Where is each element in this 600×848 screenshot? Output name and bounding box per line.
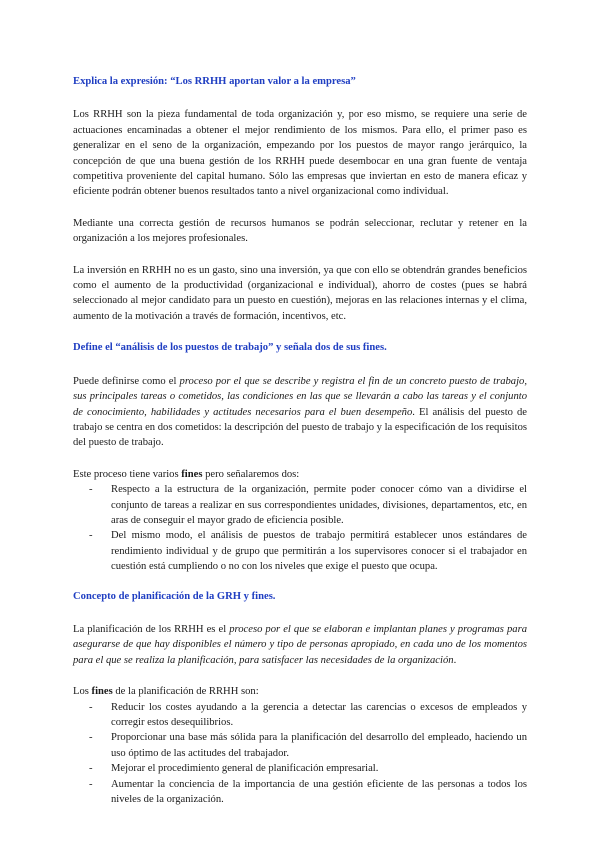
section2-p1-end: . El análisis del puesto de trabajo se centra en dos cometidos: la descripción del puesto de trabajo y la especificación de los requisitos del puesto de trabajo.	[73, 406, 527, 449]
section1-paragraph-2: Mediante una correcta gestión de recursos humanos se podrán seleccionar, reclutar y retener en la organización a los mejores profesionales.	[73, 217, 527, 245]
section2-heading: Define el “análisis de los puestos de trabajo” y señala dos de sus fines.	[73, 342, 387, 354]
section2-p2-start: Este proceso tiene varios	[73, 468, 182, 480]
list-item	[73, 730, 527, 761]
section2-paragraph-1	[73, 374, 527, 451]
list-item	[73, 528, 527, 574]
section3-p1-end: .	[453, 654, 457, 666]
dash-bullet: -	[89, 763, 93, 775]
section3-p2-end: de la planificación de RRHH son:	[112, 686, 259, 698]
list-item	[73, 761, 527, 776]
section2-p2-end: pero señalaremos dos:	[202, 468, 300, 480]
dash-bullet: -	[89, 701, 93, 713]
section3-p2-strong: fines	[91, 686, 113, 698]
section1-paragraph-1: Los RRHH son la pieza fundamental de toda organización y, por eso mismo, se requiere una serie de actuaciones encaminadas a obtener el mejor rendimiento de los mismos. Para ello, el primer paso es generalizar en el seno de la organización, empezando por los puestos de mayor rango jerárquico, la concepción de que una buena gestión de los RRHH puede desembocar en una gran fuente de ventaja competitiva proveniente del capital humano. Sólo las empresas que inviertan en esto de manera eficaz y eficiente podrán obtener buenos resultados tanto a nivel organizacional como individual.	[73, 109, 527, 198]
dash-bullet: -	[89, 778, 93, 790]
dash-bullet: -	[89, 484, 93, 496]
section3-p2-start: Los	[73, 686, 92, 698]
section1-heading: Explica la expresión: “Los RRHH aportan valor a la empresa”	[73, 76, 356, 87]
section2-p2-strong: fines	[181, 468, 203, 480]
list-item-text: Aumentar la conciencia de la importancia de una gestión eficiente de las personas a todos los niveles de la organización.	[111, 778, 527, 806]
list-item	[73, 482, 527, 528]
list-item	[73, 777, 527, 808]
list-item-text: Del mismo modo, el análisis de puestos de trabajo permitirá establecer unos estándares de rendimiento individual y de grupo que permitirán a los supervisores conocer si el trabajador en cuestión está cumpliendo o no con los niveles que exige el puesto que ocupa.	[111, 530, 527, 573]
section3-p1-start: La planificación de los RRHH es el	[73, 623, 230, 635]
list-item-text: Mejorar el procedimiento general de planificación empresarial.	[111, 763, 379, 775]
dash-bullet: -	[89, 530, 93, 542]
dash-bullet: -	[89, 732, 93, 744]
section3-definition: proceso por el que se elaboran e implantan planes y programas para asegurarse de que hay disponibles el número y tipo de personas apropiado, en cada uno de los momentos para el que se realiza la planificación, para satisfacer las necesidades de la organización	[73, 623, 527, 666]
section2-list	[73, 482, 527, 574]
section3-list	[73, 700, 527, 808]
list-item-text: Respecto a la estructura de la organización, permite poder conocer cómo van a dividirse el conjunto de tareas a realizar en sus correspondientes unidades, divisiones, departamentos, etc, en aras de conseguir el mayor grado de eficiencia posible.	[111, 484, 527, 526]
section1-paragraph-3: La inversión en RRHH no es un gasto, sino una inversión, ya que con ello se obtendrán grandes beneficios como el aumento de la productividad (organizacional e individual), ahorro de costes (pues se habrá seleccionado al mejor candidato para un puesto en cuestión), mejoras en las relaciones internas y el clima, aumento de la motivación a través de formación, incentivos, etc.	[73, 264, 527, 322]
list-item-text: Reducir los costes ayudando a la gerencia a detectar las carencias o excesos de empleados y corregir estos desequilibrios.	[111, 701, 527, 728]
section2-paragraph-2	[73, 467, 527, 482]
list-item-text: Proporcionar una base más sólida para la planificación del desarrollo del empleado, haciendo un uso óptimo de las actitudes del trabajador.	[111, 732, 527, 759]
section2-p1-start: Puede definirse como el	[73, 375, 180, 387]
section2-definition: proceso por el que se describe y registra el fin de un concreto puesto de trabajo, sus principales tareas o cometidos, las condiciones en las que se llevarán a cabo las tareas y el conjunto de conocimiento, habilidades y actitudes necesarios para el buen desempeño	[73, 375, 527, 418]
section3-heading: Concepto de planificación de la GRH y fines.	[73, 590, 276, 602]
section3-paragraph-2	[73, 684, 527, 699]
list-item	[73, 700, 527, 731]
section3-paragraph-1	[73, 622, 527, 668]
